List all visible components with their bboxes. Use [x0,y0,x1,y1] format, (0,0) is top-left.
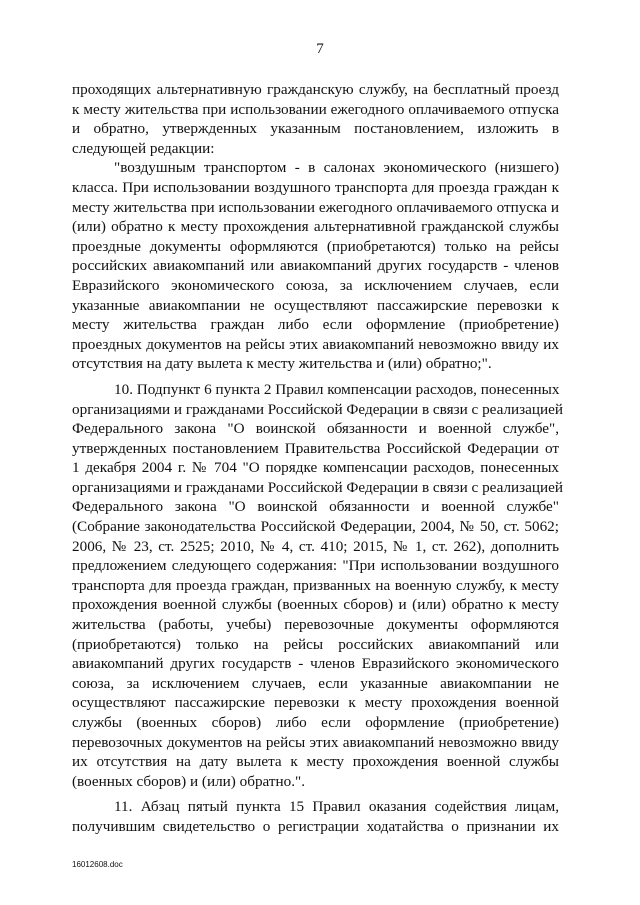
text-line: Федерального закона "О воинской обязанности и военной службе", [72,420,559,438]
text-line: к месту жительства при использовании ежегодного оплачиваемого отпуска [72,100,559,118]
text-line: российских авиакомпаний или авиакомпаний других государств - членов [72,257,559,275]
text-line: жительства (работы, учебы) перевозочные документы оформляются [72,616,559,634]
text-line: и обратно, утвержденных указанным постановлением, изложить в [72,120,559,138]
text-line: утвержденных постановлением Правительства Российской Федерации от [72,439,559,457]
text-line: проездных документов на рейсы этих авиакомпаний невозможно ввиду их [72,335,559,353]
text-line: (приобретаются) только на рейсы российских авиакомпаний или [72,635,559,653]
text-line: класса. При использовании воздушного транспорта для проезда граждан к [72,178,559,196]
text-line: 11. Абзац пятый пункта 15 Правил оказания содействия лицам, [114,798,559,816]
text-line: 1 декабря 2004 г. № 704 "О порядке компенсации расходов, понесенных [72,459,559,477]
text-line: организациями и гражданами Российской Федерации в связи с реализацией [72,478,564,496]
text-line: месту жительства при использовании ежегодного оплачиваемого отпуска и [72,198,559,216]
text-line: проездные документы оформляются (приобретаются) только на рейсы [72,237,559,255]
text-line: "воздушным транспортом - в салонах экономического (низшего) [114,159,559,177]
text-line: 10. Подпункт 6 пункта 2 Правил компенсации расходов, понесенных [114,380,560,398]
text-line: получившим свидетельство о регистрации ходатайства о признании их [72,817,559,835]
text-line: следующей редакции: [72,139,215,157]
text-line: прохождения военной службы (военных сборов) и (или) обратно к месту [72,596,559,614]
text-line: отсутствия на дату вылета к месту жительства и (или) обратно;". [72,355,492,373]
document-body [72,80,564,837]
text-line: их отсутствия на дату вылета к месту прохождения военной службы [72,753,559,771]
text-line: Евразийского экономического союза, за исключением случаев, если [72,276,559,294]
text-line: 2006, № 23, ст. 2525; 2010, № 4, ст. 410; 2015, № 1, ст. 262), дополнить [72,537,559,555]
text-line: службы (военных сборов) либо если оформление (приобретение) [72,714,559,731]
text-line: месту жительства граждан либо если оформление (приобретение) [72,316,559,334]
text-line: Федерального закона "О воинской обязанности и военной службе" [72,498,559,516]
file-name-footer: 16012608.doc [72,860,123,869]
text-line: (Собрание законодательства Российской Федерации, 2004, № 50, ст. 5062; [72,518,559,536]
text-line: перевозочных документов на рейсы этих авиакомпаний невозможно ввиду [72,733,559,751]
text-line: осуществляют пассажирские перевозки к месту прохождения военной [72,694,559,712]
text-line: транспорта для проезда граждан, призванных на военную службу, к месту [72,576,559,594]
text-line: указанные авиакомпании не осуществляют пассажирские перевозки к [72,296,559,314]
page-number: 7 [316,41,324,57]
text-line: организациями и гражданами Российской Федерации в связи с реализацией [72,400,564,418]
text-line: проходящих альтернативную гражданскую службу, на бесплатный проезд [72,81,559,98]
text-line: предложением следующего содержания: "При использовании воздушного [72,557,559,575]
text-line: союза, за исключением случаев, если указанные авиакомпании не [72,674,559,692]
text-line: (или) обратно к месту прохождения альтернативной гражданской службы [72,218,559,236]
text-line: (военных сборов) и (или) обратно.". [72,772,306,790]
text-line: авиакомпаний других государств - членов Евразийского экономического [72,655,559,673]
